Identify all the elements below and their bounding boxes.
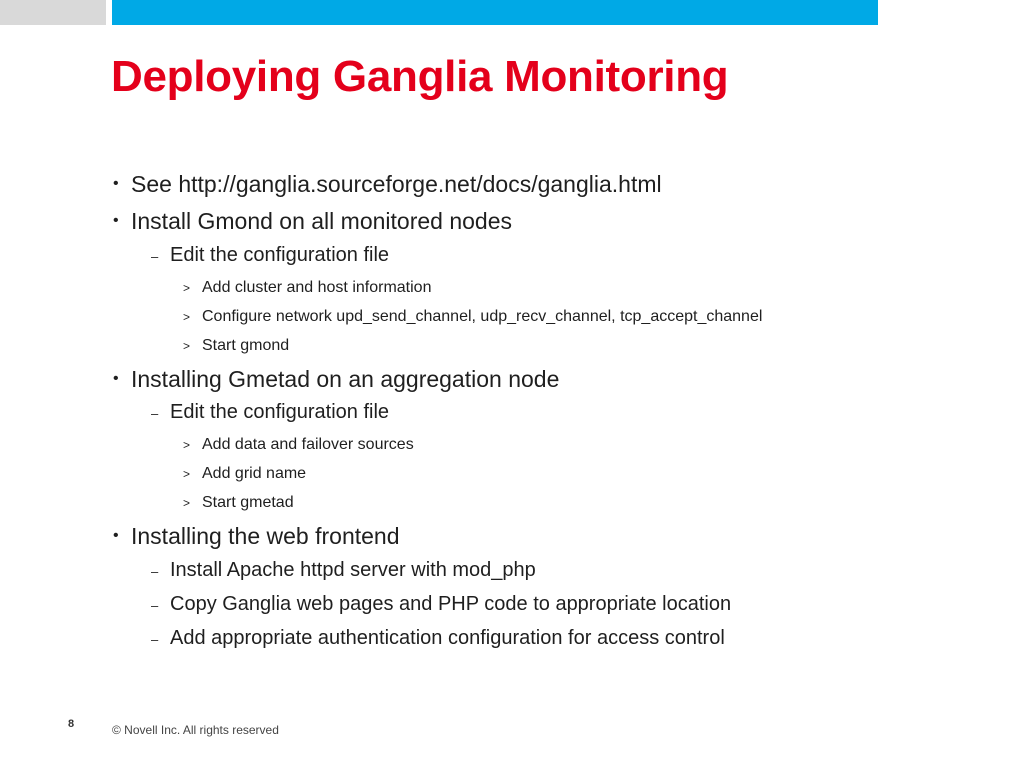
subsubbullet-marker: >: [183, 281, 191, 295]
bullet-item: Installing the web frontend: [131, 523, 400, 549]
subbullet-marker: –: [151, 632, 159, 647]
subsubbullet-marker: >: [183, 310, 191, 324]
subsubbullet-marker: >: [183, 339, 191, 353]
subsubbullet-item: Add data and failover sources: [202, 436, 414, 453]
subsubbullet-marker: >: [183, 467, 191, 481]
subbullet-item: Edit the configuration file: [170, 401, 390, 423]
subbullet-marker: –: [151, 564, 159, 579]
bullet-marker: •: [113, 370, 119, 387]
slide-title: Deploying Ganglia Monitoring: [111, 52, 729, 101]
subsubbullet-item: Start gmond: [202, 337, 290, 354]
subbullet-item: Edit the configuration file: [170, 244, 390, 266]
bullet-marker: •: [113, 527, 119, 544]
subsubbullet-item: Add cluster and host information: [202, 279, 432, 296]
copyright-notice: © Novell Inc. All rights reserved: [112, 723, 279, 737]
bullet-item: Installing Gmetad on an aggregation node: [131, 366, 560, 392]
bullet-item: See http://ganglia.sourceforge.net/docs/ganglia.html: [131, 171, 662, 197]
bullet-marker: •: [113, 212, 119, 229]
subsubbullet-item: Start gmetad: [202, 494, 294, 511]
subsubbullet-item: Add grid name: [202, 465, 307, 482]
subbullet-marker: –: [151, 249, 159, 264]
subbullet-item: Add appropriate authentication configuration for access control: [170, 627, 725, 649]
bullet-item: Install Gmond on all monitored nodes: [131, 208, 512, 234]
subsubbullet-item: Configure network upd_send_channel, udp_recv_channel, tcp_accept_channel: [202, 308, 763, 325]
subsubbullet-marker: >: [183, 438, 191, 452]
subbullet-item: Copy Ganglia web pages and PHP code to appropriate location: [170, 593, 732, 615]
page-number: 8: [68, 718, 75, 730]
subbullet-marker: –: [151, 598, 159, 613]
bullet-marker: •: [113, 175, 119, 192]
subsubbullet-marker: >: [183, 496, 191, 510]
subbullet-marker: –: [151, 406, 159, 421]
subbullet-item: Install Apache httpd server with mod_php: [170, 559, 536, 581]
